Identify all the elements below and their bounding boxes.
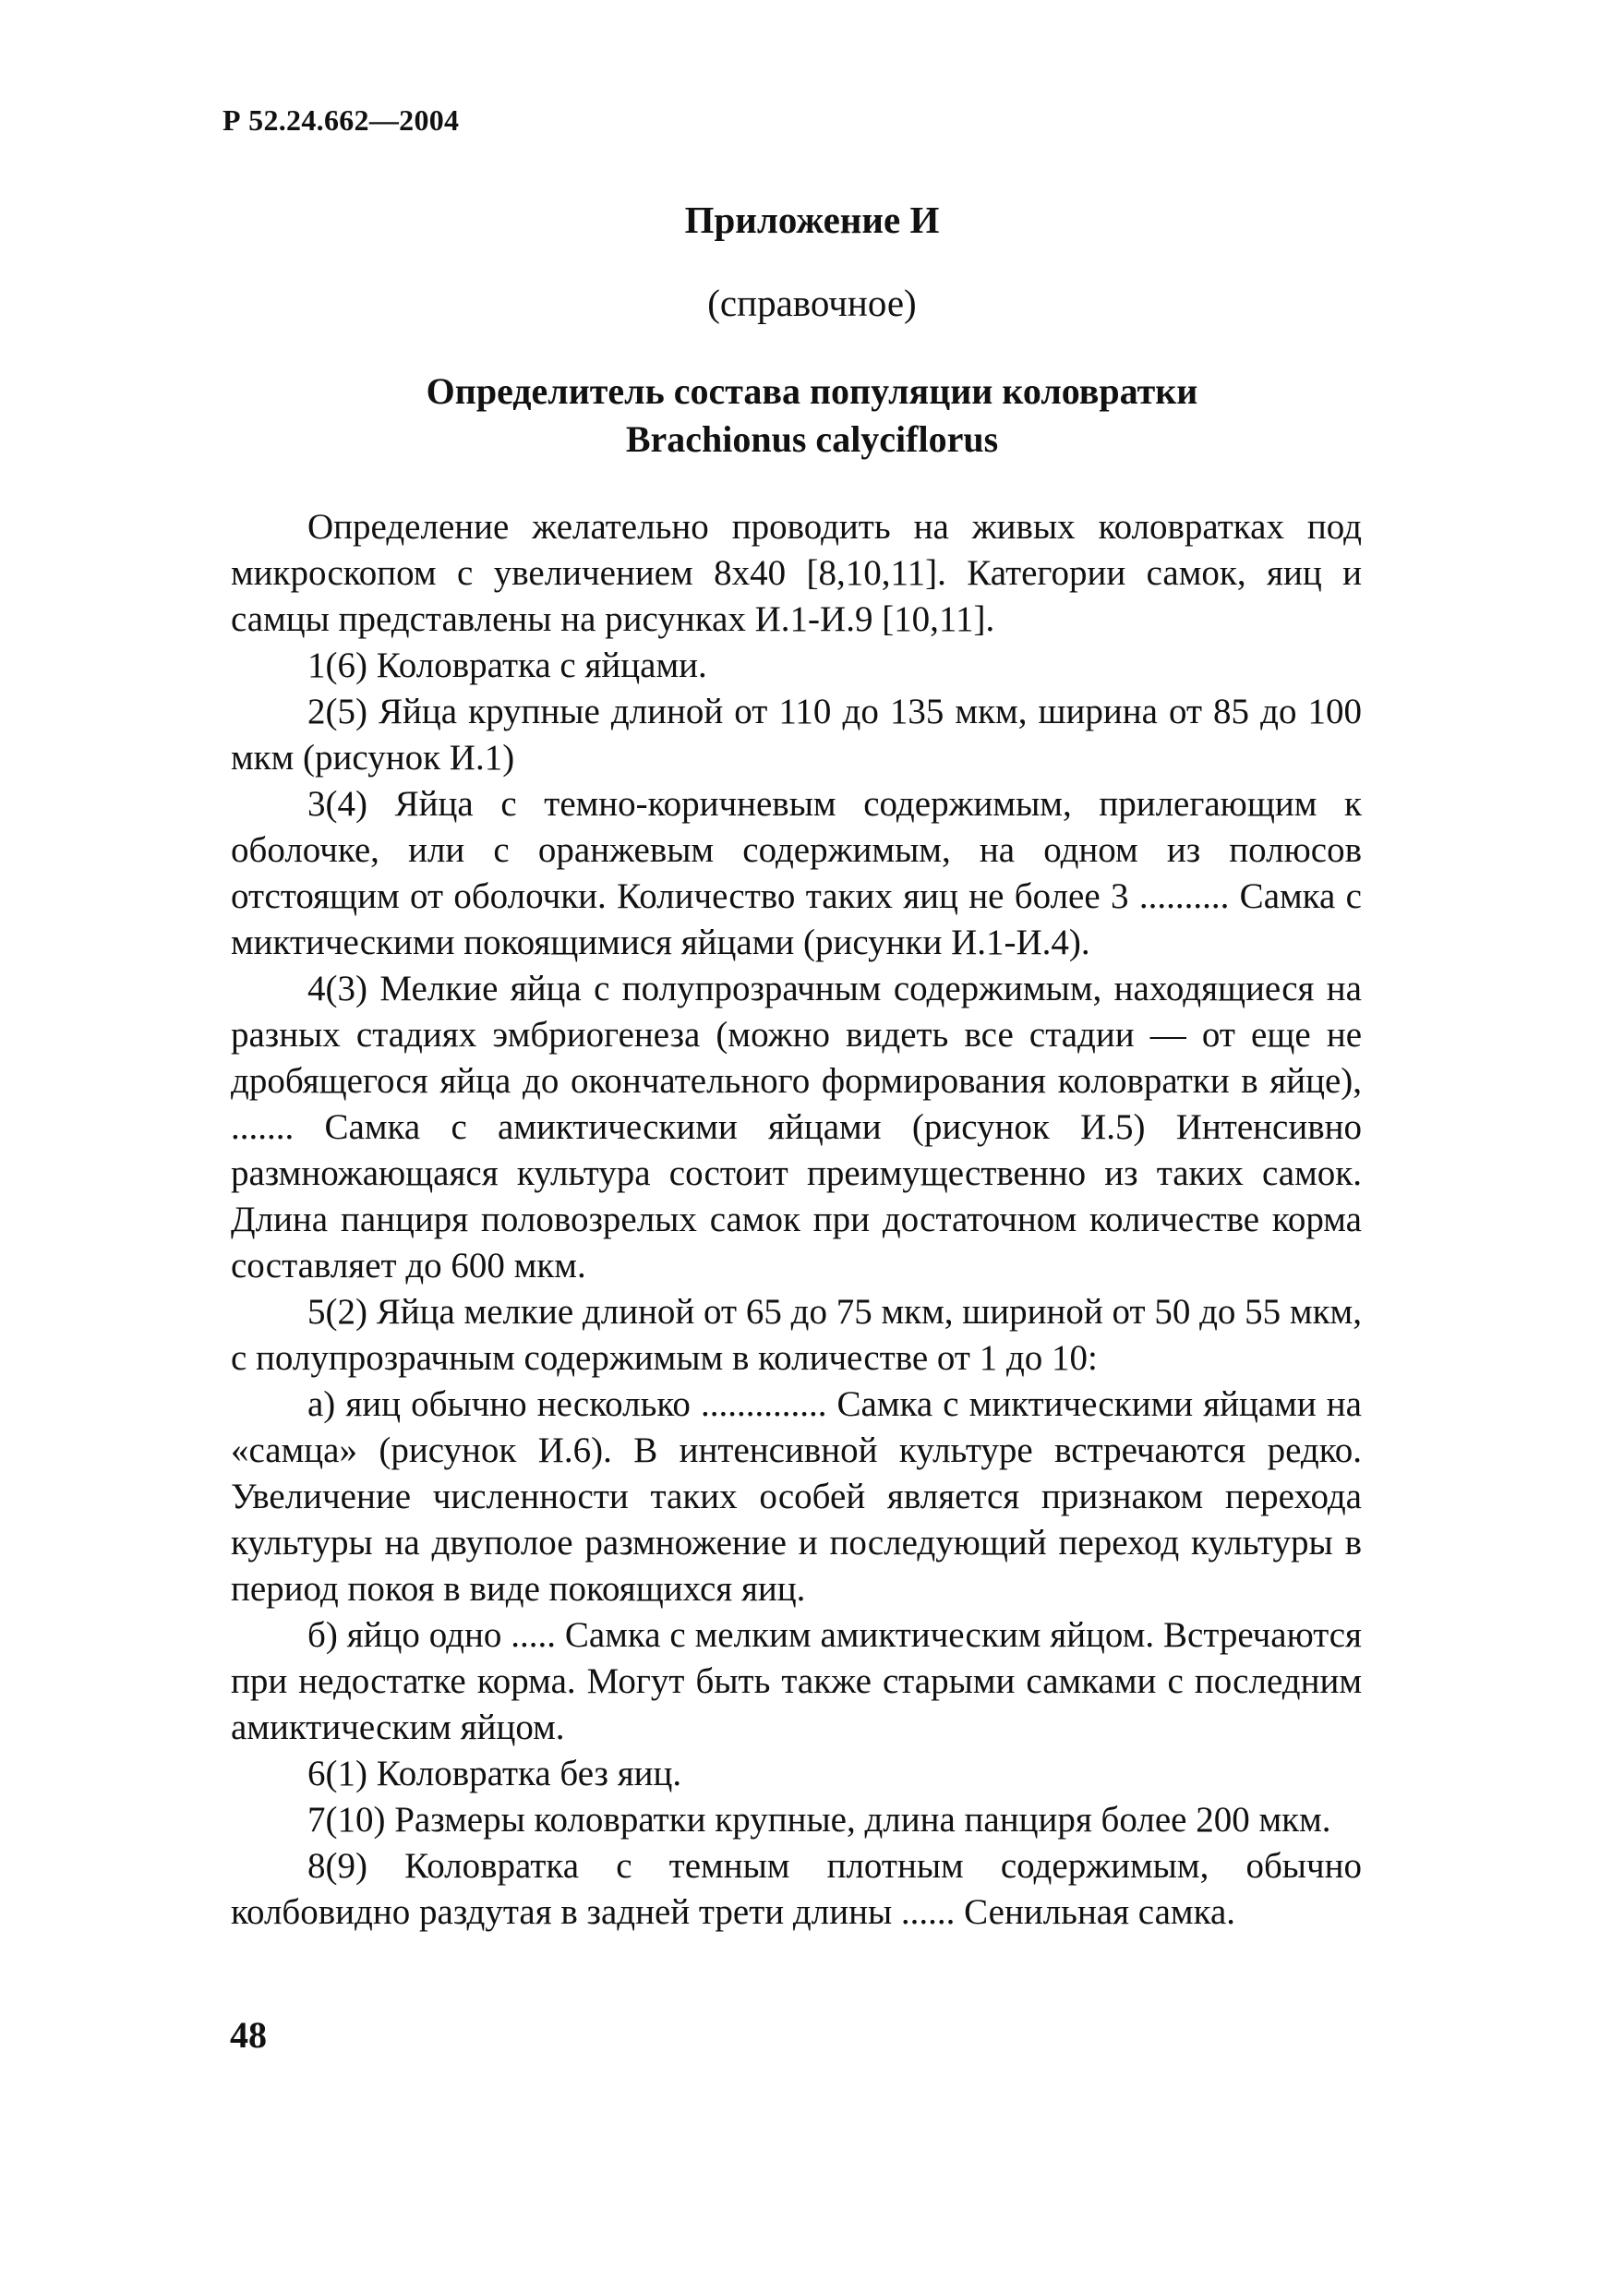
paragraph-5-2: 5(2) Яйца мелкие длиной от 65 до 75 мкм, шириной от 50 до 55 мкм, с полупрозрачным содержимым в количестве от 1 до 10:	[231, 1292, 1362, 1378]
paragraph-2-5: 2(5) Яйца крупные длиной от 110 до 135 мкм, ширина от 85 до 100 мкм (рисунок И.1)	[231, 692, 1362, 778]
paragraph-7-10: 7(10) Размеры коловратки крупные, длина панциря более 200 мкм.	[307, 1800, 1331, 1840]
annex-heading-line-1: Определитель состава популяции коловратки	[426, 370, 1198, 412]
paragraph-8-9: 8(9) Коловратка с темным плотным содержимым, обычно колбовидно раздутая в задней трети длины ...... Сенильная самка.	[231, 1846, 1362, 1932]
annex-subtitle: (справочное)	[707, 282, 917, 324]
paragraph-1-6: 1(6) Коловратка с яйцами.	[307, 646, 707, 685]
paragraph-a: а) яиц обычно несколько .............. Самка с миктическими яйцами на «самца» (рисунок И.6). В интенсивной культуре встречаются редко. Увеличение численности таких особей является признаком перехода культуры на двуполое размножение и последующий переход культуры в период покоя в виде покоящихся яиц.	[231, 1384, 1362, 1609]
paragraph-6-1: 6(1) Коловратка без яиц.	[307, 1754, 682, 1793]
paragraph-3-4: 3(4) Яйца с темно-коричневым содержимым, прилегающим к оболочке, или с оранжевым содержимым, на одном из полюсов отстоящим от оболочки. Количество таких яиц не более 3 .......... Самка с миктическими покоящимися яйцами (рисунки И.1-И.4).	[231, 784, 1362, 962]
paragraph-4-3: 4(3) Мелкие яйца с полупрозрачным содержимым, находящиеся на разных стадиях эмбриогенеза (можно видеть все стадии — от еще не дробящегося яйца до окончательного формирования коловратки в яйце), ....... Самка с амиктическими яйцами (рисунок И.5) Интенсивно размножающаяся культура состоит преимущественно из таких самок. Длина панциря половозрелых самок при достаточном количестве корма составляет до 600 мкм.	[231, 969, 1362, 1285]
page-number: 48	[230, 2014, 267, 2056]
paragraph-b: б) яйцо одно ..... Самка с мелким амиктическим яйцом. Встречаются при недостатке корма. Могут быть также старыми самками с последним амиктическим яйцом.	[231, 1615, 1362, 1747]
document-code: Р 52.24.662—2004	[223, 103, 460, 137]
annex-heading-line-2: Brachionus calyciflorus	[625, 418, 999, 460]
paragraph-intro: Определение желательно проводить на живых коловратках под микроскопом с увеличением 8x40 [8,10,11]. Категории самок, яиц и самцы представлены на рисунках И.1-И.9 [10,11].	[231, 507, 1362, 639]
annex-title: Приложение И	[684, 199, 940, 241]
body-text	[231, 504, 1362, 1936]
